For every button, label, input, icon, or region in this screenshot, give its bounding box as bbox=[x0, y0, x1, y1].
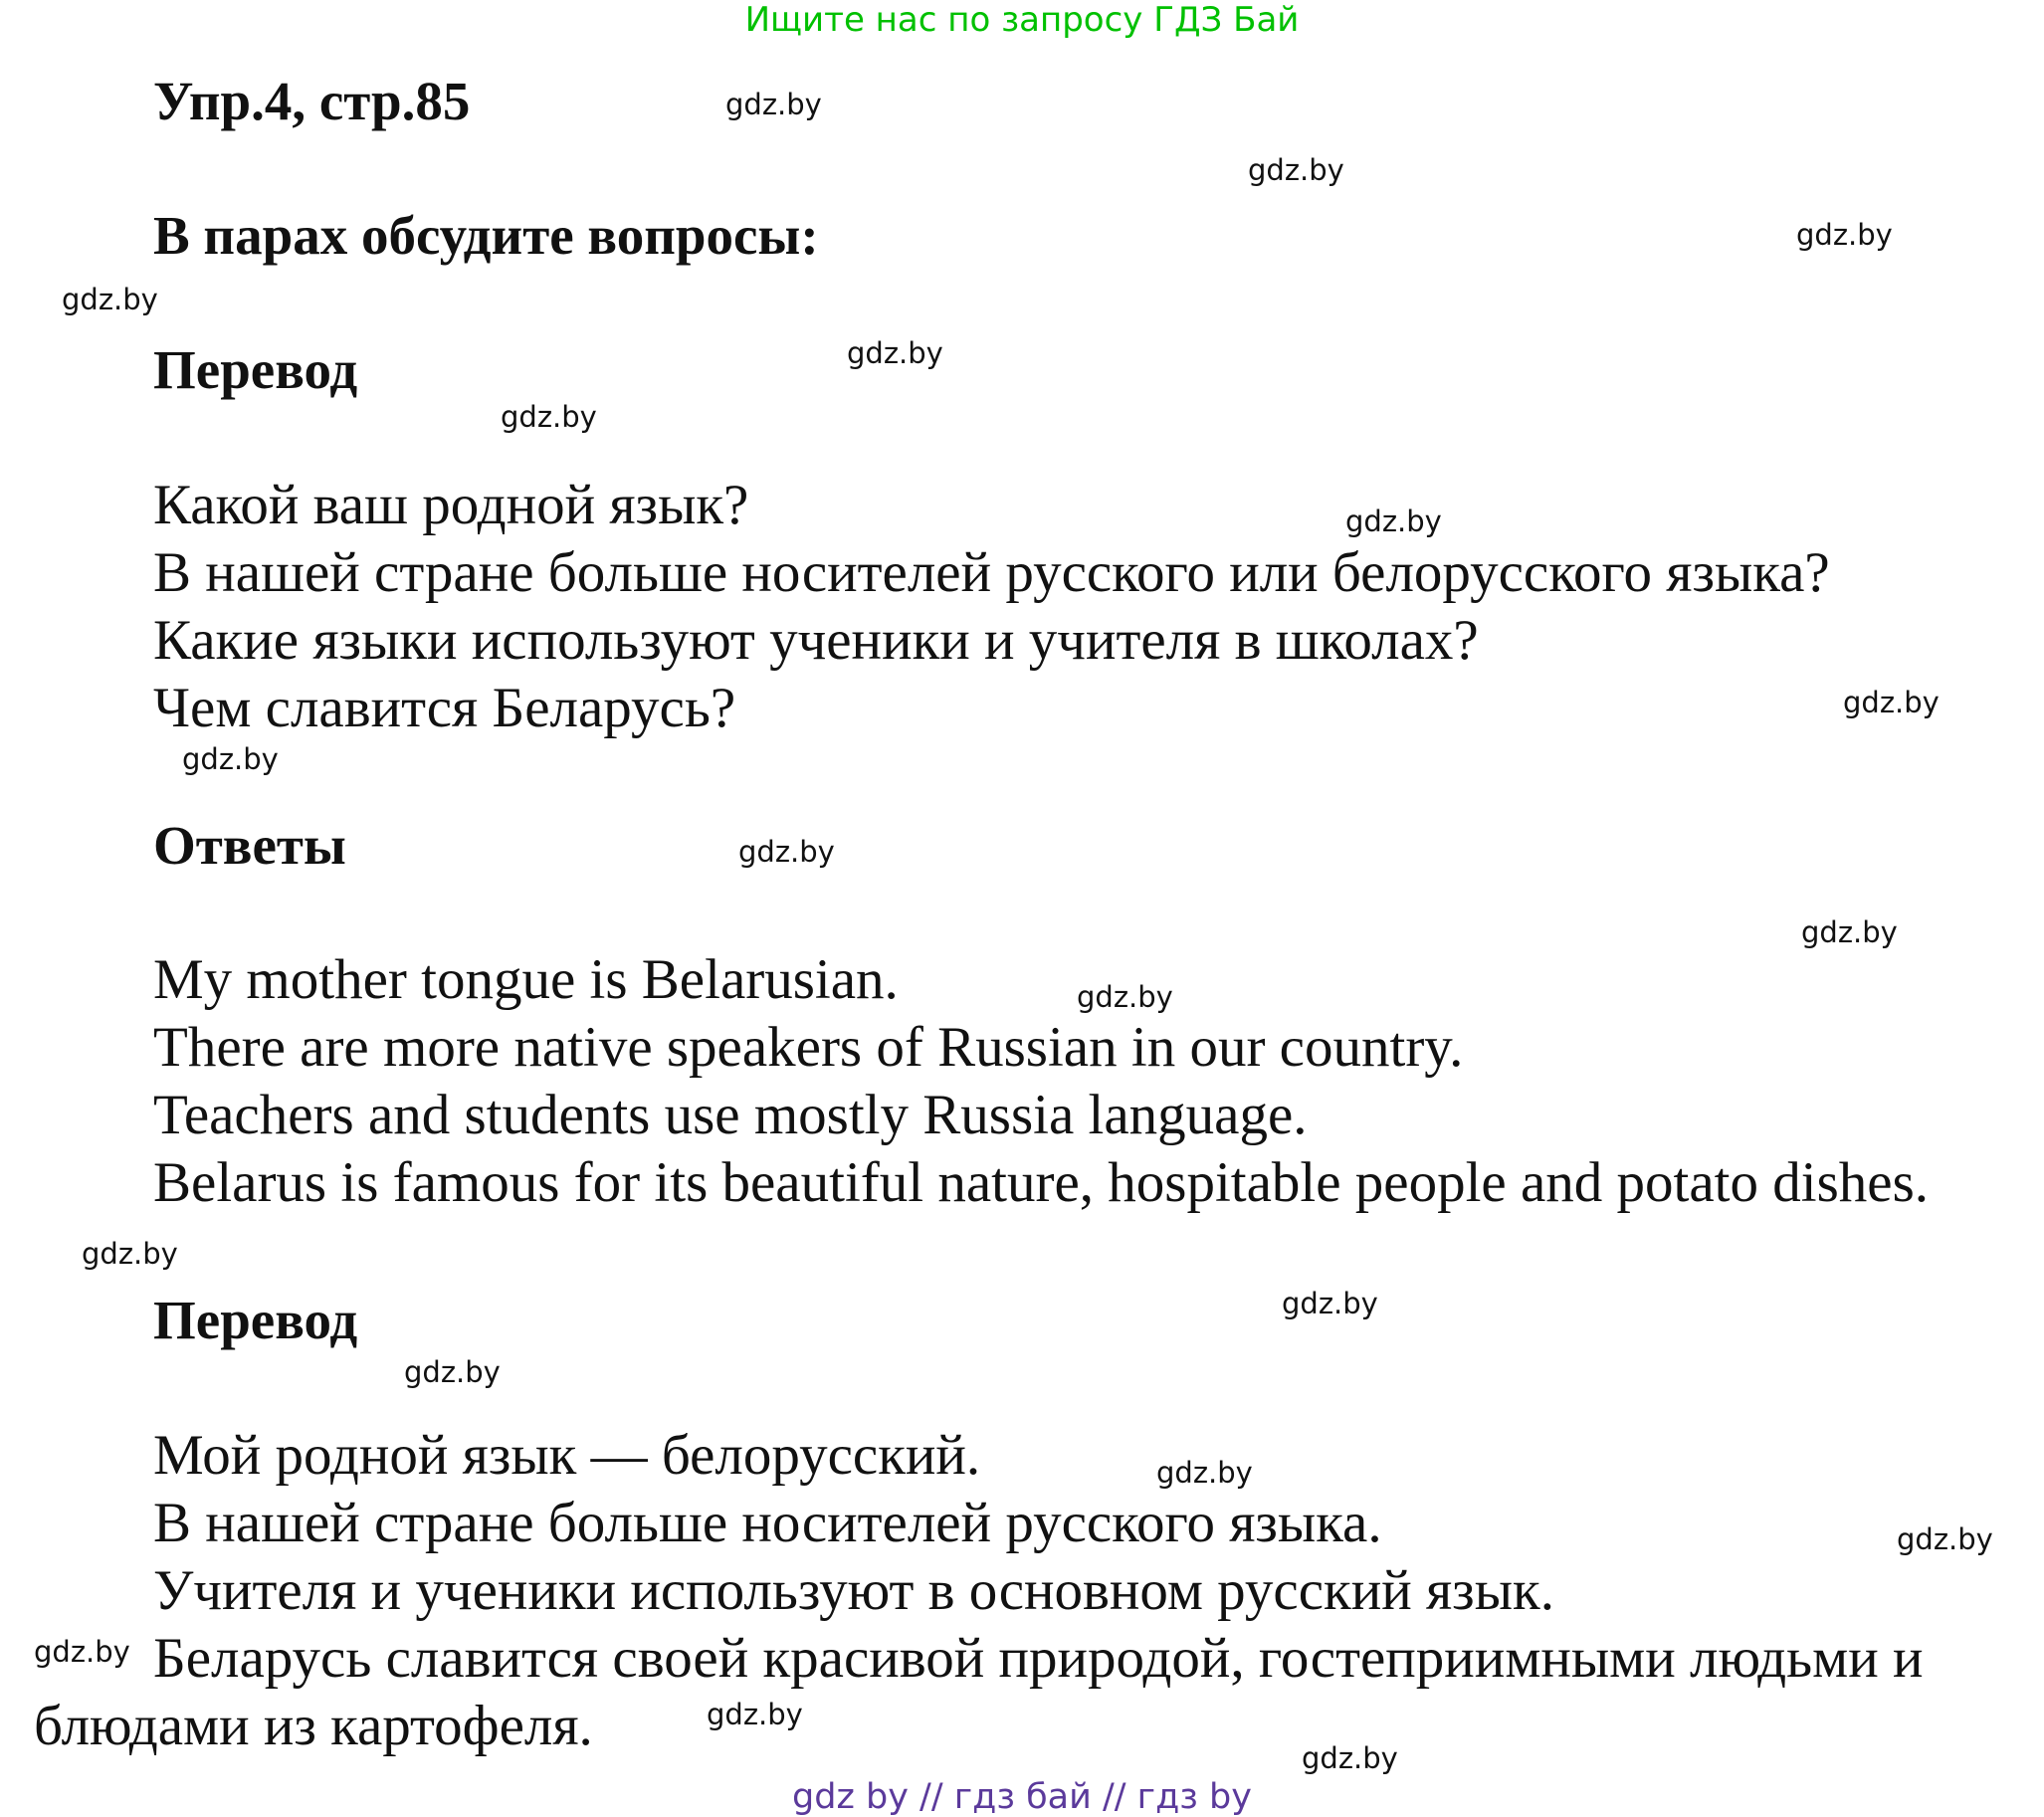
watermark: gdz.by bbox=[725, 88, 822, 121]
answer-translation-line: Мой родной язык — белорусский. bbox=[153, 1424, 981, 1487]
footer-links: gdz by // гдз бай // гдз by bbox=[792, 1777, 1252, 1817]
watermark: gdz.by bbox=[182, 742, 279, 776]
question-line: В нашей стране больше носителей русского или белорусского языка? bbox=[153, 541, 1830, 604]
translation-heading-1: Перевод bbox=[153, 339, 358, 400]
watermark: gdz.by bbox=[1843, 686, 1940, 719]
watermark: gdz.by bbox=[1796, 218, 1893, 252]
watermark: gdz.by bbox=[501, 400, 597, 434]
answers-heading: Ответы bbox=[153, 815, 346, 876]
answer-translations-list bbox=[153, 1422, 1923, 1693]
answer-translation-line: блюдами из картофеля. bbox=[34, 1695, 593, 1757]
search-banner: Ищите нас по запросу ГДЗ Бай bbox=[744, 0, 1300, 40]
question-line: Чем славится Беларусь? bbox=[153, 677, 736, 739]
watermark: gdz.by bbox=[1282, 1287, 1378, 1320]
watermark: gdz.by bbox=[1302, 1741, 1398, 1775]
answers-list bbox=[153, 946, 1929, 1217]
watermark: gdz.by bbox=[34, 1635, 130, 1669]
exercise-title: Упр.4, стр.85 bbox=[153, 71, 471, 131]
answer-line: Belarus is famous for its beautiful nature, hospitable people and potato dishes. bbox=[153, 1151, 1930, 1214]
questions-list bbox=[153, 472, 1830, 742]
watermark: gdz.by bbox=[707, 1698, 803, 1731]
task-instruction: В парах обсудите вопросы: bbox=[153, 205, 819, 266]
answer-translation-line: Учителя и ученики используют в основном русский язык. bbox=[153, 1559, 1554, 1622]
question-line: Какой ваш родной язык? bbox=[153, 474, 749, 536]
answer-line: My mother tongue is Belarusian. bbox=[153, 948, 899, 1011]
watermark: gdz.by bbox=[738, 835, 835, 869]
watermark: gdz.by bbox=[82, 1237, 178, 1271]
watermark: gdz.by bbox=[404, 1355, 501, 1389]
translation-heading-2: Перевод bbox=[153, 1290, 358, 1350]
watermark: gdz.by bbox=[1077, 980, 1173, 1014]
watermark: gdz.by bbox=[1897, 1522, 1993, 1556]
question-line: Какие языки используют ученики и учителя в школах? bbox=[153, 609, 1479, 672]
answer-line: There are more native speakers of Russian in our country. bbox=[153, 1016, 1464, 1079]
answer-translation-line: Беларусь славится своей красивой природой, гостеприимными людьми и bbox=[153, 1627, 1924, 1690]
watermark: gdz.by bbox=[1248, 153, 1344, 187]
watermark: gdz.by bbox=[1801, 915, 1898, 949]
answer-translation-line: В нашей стране больше носителей русского языка. bbox=[153, 1492, 1382, 1554]
watermark: gdz.by bbox=[62, 283, 158, 316]
watermark: gdz.by bbox=[1156, 1456, 1253, 1490]
answer-line: Teachers and students use mostly Russia language. bbox=[153, 1084, 1308, 1146]
watermark: gdz.by bbox=[1345, 505, 1442, 538]
watermark: gdz.by bbox=[847, 336, 943, 370]
